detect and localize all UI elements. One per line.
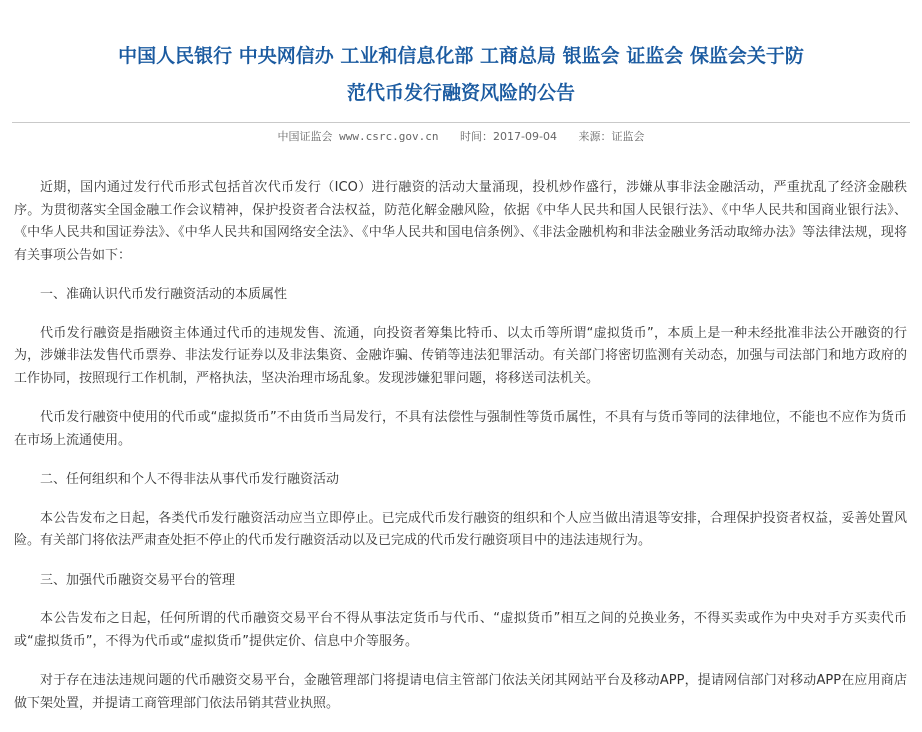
paragraph: 本公告发布之日起，各类代币发行融资活动应当立即停止。已完成代币发行融资的组织和个人应当做出清退等安排，合理保护投资者权益，妥善处置风险。有关部门将依法严肃查处拒不停止的代币发行融资活动以及已完成的代币发行融资项目中的违法违规行为。 xyxy=(14,510,907,548)
paragraph-intro: 近期，国内通过发行代币形式包括首次代币发行（ICO）进行融资的活动大量涌现，投机炒作盛行，涉嫌从事非法金融活动，严重扰乱了经济金融秩序。为贯彻落实全国金融工作会议精神，保护投资者合法权益，防范化解金融风险，依据《中华人民共和国人民银行法》、《中华人民共和国商业银行法》、《中华人民共和国证券法》、《中华人民共和国网络安全法》、《中华人民共和国电信条例》、《非法金融机构和非法金融业务活动取缔办法》等法律法规，现将有关事项公告如下： xyxy=(14,180,907,263)
paragraph: 对于存在违法违规问题的代币融资交易平台，金融管理部门将提请电信主管部门依法关闭其网站平台及移动APP，提请网信部门对移动APP在应用商店做下架处置，并提请工商管理部门依法吊销其营业执照。 xyxy=(14,673,907,711)
article-title xyxy=(20,38,902,112)
section-heading-1: 一、准确认识代币发行融资活动的本质属性 xyxy=(40,287,288,302)
paragraph: 代币发行融资是指融资主体通过代币的违规发售、流通，向投资者筹集比特币、以太币等所谓“虚拟货币”，本质上是一种未经批准非法公开融资的行为，涉嫌非法发售代币票券、非法发行证券以及非法集资、金融诈骗、传销等违法犯罪活动。有关部门将密切监测有关动态，加强与司法部门和地方政府的工作协同，按照现行工作机制，严格执法，坚决治理市场乱象。发现涉嫌犯罪问题，将移送司法机关。 xyxy=(14,325,907,386)
article-meta xyxy=(0,128,922,144)
source-site: 中国证监会 www.csrc.gov.cn xyxy=(277,130,439,143)
title-line-1: 中国人民银行 中央网信办 工业和信息化部 工商总局 银监会 证监会 保监会关于防 xyxy=(118,45,804,67)
section-heading-2: 二、任何组织和个人不得非法从事代币发行融资活动 xyxy=(40,472,340,487)
article-body xyxy=(14,177,907,732)
publish-time: 时间：2017-09-04 xyxy=(460,130,557,143)
paragraph: 代币发行融资中使用的代币或“虚拟货币”不由货币当局发行，不具有法偿性与强制性等货币属性，不具有与货币等同的法律地位，不能也不应作为货币在市场上流通使用。 xyxy=(14,410,907,448)
title-line-2: 范代币发行融资风险的公告 xyxy=(346,82,575,104)
section-heading-3: 三、加强代币融资交易平台的管理 xyxy=(40,572,236,588)
paragraph: 本公告发布之日起，任何所谓的代币融资交易平台不得从事法定货币与代币、“虚拟货币”相互之间的兑换业务，不得买卖或作为中央对手方买卖代币或“虚拟货币”，不得为代币或“虚拟货币”提供定价、信息中介等服务。 xyxy=(14,611,907,649)
title-divider xyxy=(12,122,910,123)
article-source: 来源：证监会 xyxy=(578,130,645,143)
